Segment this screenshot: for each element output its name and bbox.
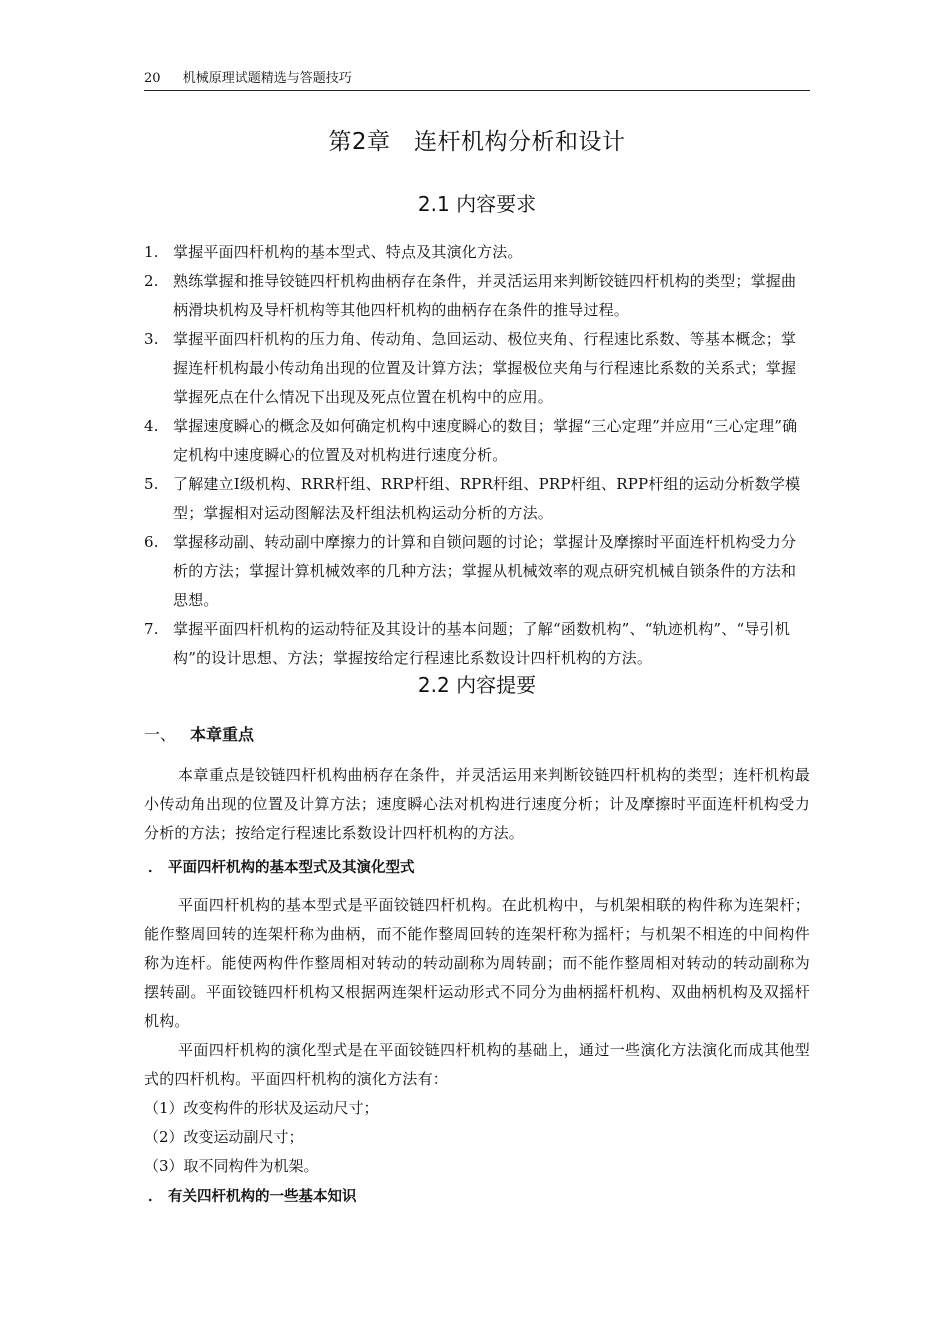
section-title-2-2: 2.2 内容提要 [417,673,537,697]
requirements-list [144,238,810,673]
basic-forms-paragraph: 平面四杆机构的基本型式是平面铰链四杆机构。在此机构中，与机架相联的构件称为连架杆；能作整周回转的连架杆称为曲柄，而不能作整周回转的连架杆称为摇杆；与机架不相连的中间构件称为连杆。能使两构件作整周相对转动的转动副称为周转副；而不能作整周相对转动的转动副称为摆转副。平面铰链四杆机构又根据两连架杆运动形式不同分为曲柄摇杆机构、双曲柄机构及双摇杆机构。 [144,896,810,1030]
list-item: 4. 掌握速度瞬心的概念及如何确定机构中速度瞬心的数目；掌握“三心定理”并应用“三心定理”确定机构中速度瞬心的位置及对机构进行速度分析。 [144,417,798,464]
list-item: 3. 掌握平面四杆机构的压力角、传动角、急回运动、极位夹角、行程速比系数、等基本概念；掌握连杆机构最小传动角出现的位置及计算方法；掌握极位夹角与行程速比系数的关系式；掌握掌握死点在什么情况下出现及死点位置在机构中的应用。 [144,330,797,406]
chapter-title: 第2章 连杆机构分析和设计 [328,129,626,155]
list-item: （2）改变运动副尺寸； [144,1128,304,1146]
list-item: （3）取不同构件为机架。 [144,1157,319,1175]
key-points-paragraph: 本章重点是铰链四杆机构曲柄存在条件，并灵活运用来判断铰链四杆机构的类型；连杆机构最小传动角出现的位置及计算方法；速度瞬心法对机构进行速度分析；计及摩擦时平面连杆机构受力分析的方法；按给定行程速比系数设计四杆机构的方法。 [144,766,810,842]
book-title: 机械原理试题精选与答题技巧 [182,71,352,86]
list-item: 5. 了解建立Ⅰ级机构、RRR杆组、RRP杆组、RPR杆组、PRP杆组、RPP杆组的运动分析数学模型；掌握相对运动图解法及杆组法机构运动分析的方法。 [144,475,801,522]
list-item: 7. 掌握平面四杆机构的运动特征及其设计的基本问题；了解“函数机构”、“轨迹机构”、“导引机构”的设计思想、方法；掌握按给定行程速比系数设计四杆机构的方法。 [144,620,790,667]
page-number: 20 [144,71,161,86]
list-item: 1. 掌握平面四杆机构的基本型式、特点及其演化方法。 [144,243,523,261]
subheading-basic-knowledge: ． 有关四杆机构的一些基本知识 [148,1189,357,1205]
list-item: 2. 熟练掌握和推导铰链四杆机构曲柄存在条件，并灵活运用来判断铰链四杆机构的类型；掌握曲柄滑块机构及导杆机构等其他四杆机构的曲柄存在条件的推导过程。 [144,272,797,319]
running-header [144,70,810,91]
subheading-key-points: 一、 本章重点 [144,725,255,744]
evolution-paragraph: 平面四杆机构的演化型式是在平面铰链四杆机构的基础上，通过一些演化方法演化而成其他型式的四杆机构。平面四杆机构的演化方法有： [144,1041,810,1088]
section-title-2-1: 2.1 内容要求 [417,192,537,216]
list-item: （1）改变构件的形状及运动尺寸； [144,1099,379,1117]
evolution-methods-list [144,1094,810,1181]
subheading-basic-forms: ． 平面四杆机构的基本型式及其演化型式 [148,860,415,876]
list-item: 6. 掌握移动副、转动副中摩擦力的计算和自锁问题的讨论；掌握计及摩擦时平面连杆机构受力分析的方法；掌握计算机械效率的几种方法；掌握从机械效率的观点研究机械自锁条件的方法和思想。 [144,533,797,609]
